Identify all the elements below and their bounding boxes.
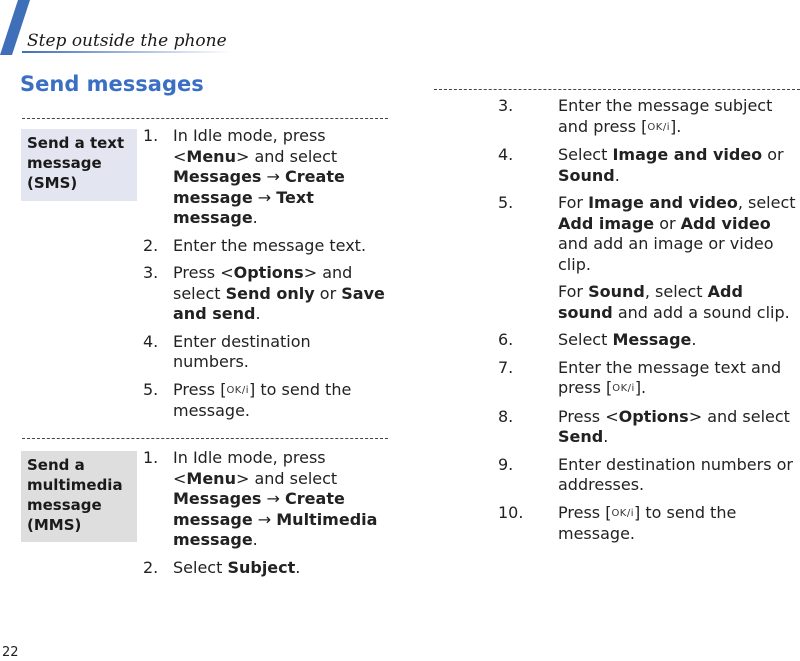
step-item xyxy=(498,193,800,323)
step-number: 2. xyxy=(143,557,159,577)
step-number: 7. xyxy=(498,357,514,377)
step-text: Enter the message subject and press [OK/i]. xyxy=(558,96,800,138)
column2-divider xyxy=(434,89,800,90)
mms-steps-list-continued xyxy=(498,96,800,552)
sms-steps-list xyxy=(143,126,388,429)
step-item xyxy=(143,263,388,325)
ok-key-icon: OK/i xyxy=(612,383,635,394)
sms-label: Send a text message (SMS) xyxy=(21,129,137,201)
ok-key-icon: OK/i xyxy=(647,121,670,133)
step-text: Enter the message text and press [OK/i]. xyxy=(558,358,800,400)
step-number: 1. xyxy=(143,126,159,145)
step-number: 3. xyxy=(498,96,514,115)
step-item xyxy=(143,558,388,579)
step-item xyxy=(143,448,388,551)
step-text: Press [OK/i] to send the message. xyxy=(558,502,737,543)
step-text: Select Subject. xyxy=(173,557,301,577)
step-number: 5. xyxy=(498,193,514,212)
chapter-title: Step outside the phone xyxy=(27,31,227,51)
step-number: 1. xyxy=(143,448,159,467)
mms-steps-list xyxy=(143,448,388,585)
step-text: Enter destination numbers. xyxy=(173,331,311,371)
step-number: 9. xyxy=(498,454,514,474)
step-item xyxy=(498,502,800,545)
step-number: 10. xyxy=(498,502,524,522)
step-text: Select Message. xyxy=(558,330,697,349)
step-item xyxy=(498,145,800,186)
step-item xyxy=(143,126,388,229)
step-text: Press <Options> and select Send. xyxy=(558,406,790,446)
step-number: 8. xyxy=(498,406,514,426)
step-item xyxy=(143,380,388,422)
step-number: 4. xyxy=(143,331,159,351)
step-text: In Idle mode, press <Menu> and select Messages → Create message → Multimedia message. xyxy=(173,448,378,549)
step-item xyxy=(143,236,388,257)
step-item xyxy=(498,357,800,400)
step-item xyxy=(498,330,800,351)
page-number: 22 xyxy=(2,645,19,660)
ok-key-icon: OK/i xyxy=(226,384,250,396)
step-number: 2. xyxy=(143,235,159,255)
mms-divider xyxy=(22,438,388,439)
step-item xyxy=(498,406,800,448)
step-text: Select Image and video or Sound. xyxy=(558,145,784,185)
mms-label: Send a multimedia message (MMS) xyxy=(21,451,137,542)
ok-key-icon: OK/i xyxy=(611,507,635,519)
sms-divider xyxy=(22,118,388,119)
step-number: 3. xyxy=(143,263,159,282)
step-text: In Idle mode, press <Menu> and select Messages → Create message → Text message. xyxy=(173,126,345,227)
step-number: 5. xyxy=(143,379,159,399)
step-subtext: For Sound, select Add sound and add a sound clip. xyxy=(558,282,790,322)
step-text: For Image and video, select Add image or Add video and add an image or video clip. xyxy=(558,193,796,274)
section-title: Send messages xyxy=(20,72,204,96)
step-item xyxy=(143,332,388,373)
step-number: 4. xyxy=(498,145,514,164)
step-item xyxy=(498,454,800,496)
step-text: Enter the message text. xyxy=(173,235,367,255)
step-text: Enter destination numbers or addresses. xyxy=(558,454,793,494)
step-text: Press <Options> and select Send only or Save and send. xyxy=(173,263,385,323)
step-number: 6. xyxy=(498,330,514,349)
step-item xyxy=(498,96,800,138)
step-text: Press [OK/i] to send the message. xyxy=(173,379,352,420)
header-accent-stripe xyxy=(0,0,30,55)
header-underline xyxy=(22,51,232,53)
